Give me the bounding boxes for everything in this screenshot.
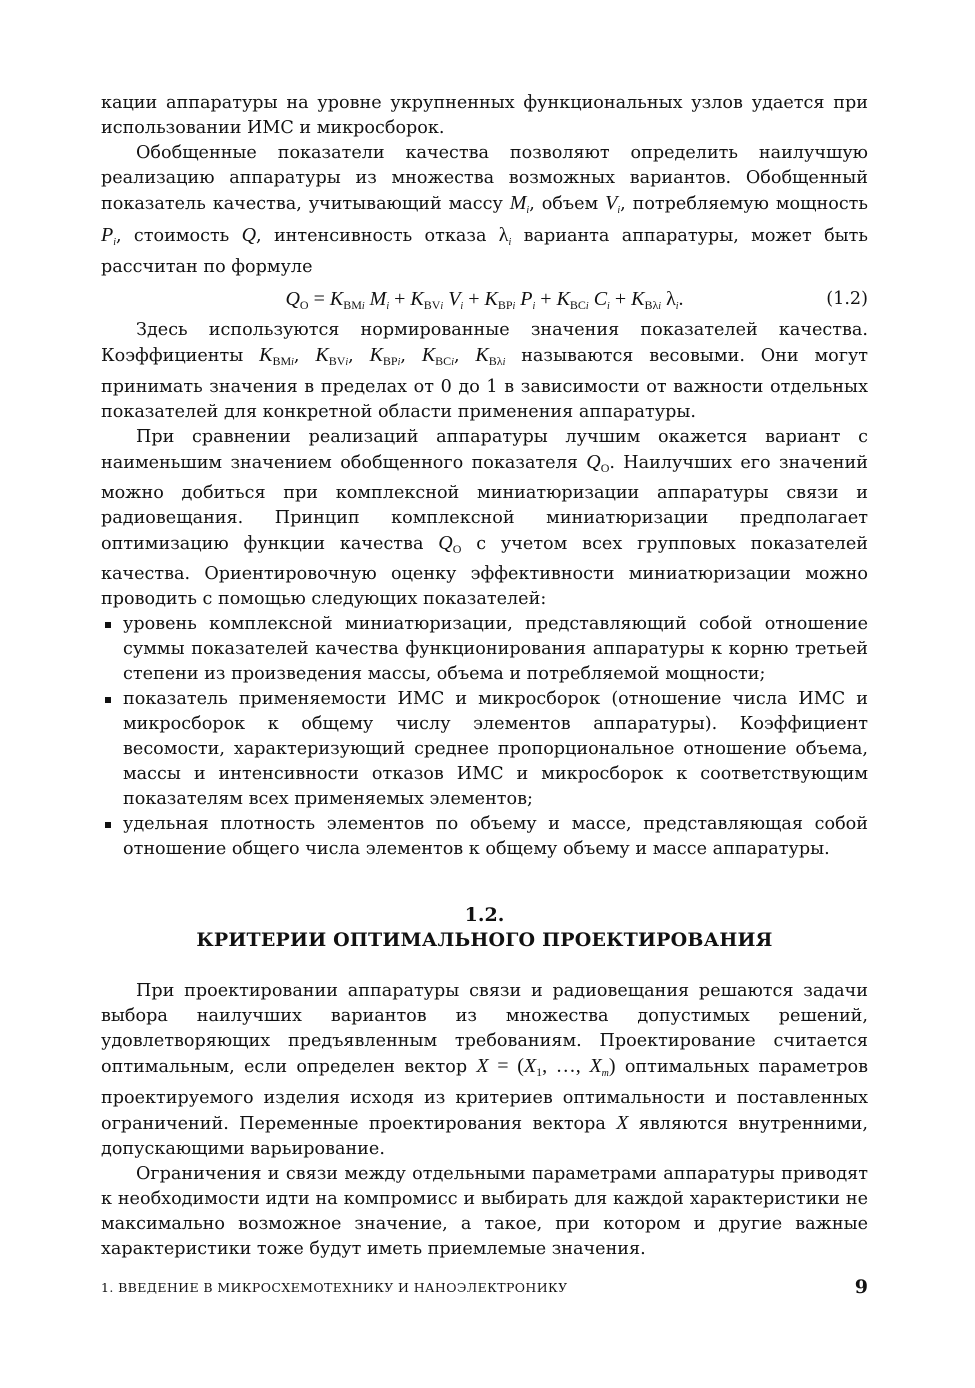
paragraph-1: кации аппаратуры на уровне укрупненных функциональных узлов удается при использовании ИМС и микросборок. [101, 93, 868, 138]
running-title: 1. ВВЕДЕНИЕ В МИКРОСХЕМОТЕХНИКУ И НАНОЭЛЕКТРОНИКУ [101, 1280, 568, 1295]
section-number: 1.2. [464, 904, 505, 926]
page-number: 9 [854, 1276, 868, 1298]
list-item: уровень комплексной миниатюризации, представляющий собой отношение суммы показателей качества функционирования аппаратуры к корню третьей степени из произведения массы, объема и потребляемой мощности; [101, 612, 868, 687]
bullet-marker [105, 822, 111, 828]
formula-number: (1.2) [826, 289, 868, 309]
bullet-marker [105, 622, 111, 628]
paragraph-5: При проектировании аппаратуры связи и радиовещания решаются задачи выбора наилучших вариантов из множества допустимых решений, удовлетворяющих предъявленным требованиям. Проектирование считается оптимальным, если определен вектор $X = (X_1$, …, $X_m$) оптимальных параметров проектируемого изделия исходя из критериев оптимальности и поставленных ограничений. Переменные проектирования вектора X являются внутренними, допускающими варьирование. [101, 981, 868, 1159]
list-item: удельная плотность элементов по объему и массе, представляющая собой отношение общего числа элементов к общему объему и массе аппаратуры. [101, 812, 868, 862]
paragraph-6: Ограничения и связи между отдельными параметрами аппаратуры приводят к необходимости идти на компромисс и выбирать для каждой характеристики не максимально возможное значение, а такое, при котором и другие важные характеристики тоже будут иметь приемлемые значения. [101, 1164, 868, 1259]
bullet-marker [105, 697, 111, 703]
formula-1-2 [101, 285, 868, 314]
paragraph-3: Здесь используются нормированные значения показателей качества. Коэффициенты $K_{BMi}$, $K_{BVi}$, $K_{BPi}$, $K_{BCi}$, $K_{B\lambda i}$ называются весовыми. Они могут принимать значения в пределах от 0 до 1 в зависимости от важности отдельных показателей для конкретной области применения аппаратуры. [101, 320, 869, 422]
bullet-list [101, 612, 868, 862]
list-item: показатель применяемости ИМС и микросборок (отношение числа ИМС и микросборок к общему числу элементов аппаратуры). Коэффициент весомости, характеризующий среднее пропорциональное отношение объема, массы и интенсивности отказов ИМС и микросборок к соответствующим показателям всех применяемых элементов; [101, 687, 868, 812]
paragraph-4: При сравнении реализаций аппаратуры лучшим окажется вариант с наименьшим значением обобщенного показателя $Q_O$. Наилучших его значений можно добиться при комплексной миниатюризации аппаратуры связи и радиовещания. Принцип комплексной миниатюризации предполагает оптимизацию функции качества $Q_O$ с учетом всех групповых показателей качества. Ориентировочную оценку эффективности миниатюризации можно проводить с помощью следующих показателей: [101, 427, 868, 609]
paragraph-2: Обобщенные показатели качества позволяют определить наилучшую реализацию аппаратуры из множества возможных вариантов. Обобщенный показатель качества, учитывающий массу $M_i$, объем $V_i$, потребляемую мощность $P_i$, стоимость Q, интенсивность отказа $\lambda_i$ варианта аппаратуры, может быть рассчитан по формуле [101, 143, 868, 277]
section-title: КРИТЕРИИ ОПТИМАЛЬНОГО ПРОЕКТИРОВАНИЯ [196, 929, 773, 951]
page-body [101, 91, 868, 1262]
formula-expression: $Q_O = K_{BMi}$ $M_i + K_{BVi}$ $V_i + K_{BPi}$ $P_i + K_{BCi}$ $C_i + K_{B\lambda i}$ $\lambda_i$. [285, 288, 684, 312]
